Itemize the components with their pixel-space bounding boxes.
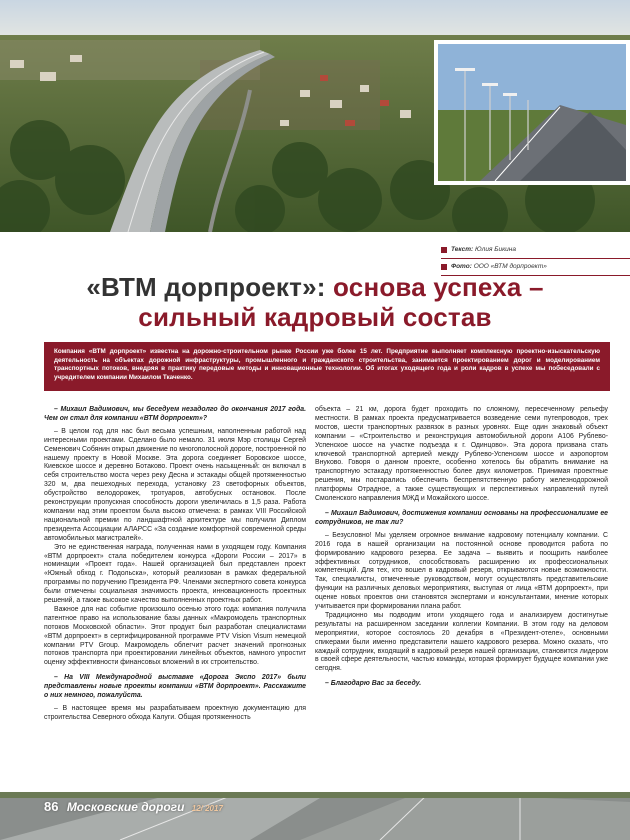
page-footer [44,799,223,814]
magazine-name: Московские дороги [66,800,185,814]
bullet-square-icon [441,264,447,270]
lead-paragraph: Компания «ВТМ дорпроект» известна на дорожно-строительном рынке России уже более 15 лет. Предприятие выполняет комплексную проектно-изыскательскую деятельность на объектах дорожной инфраструктуры, промышленного и гражданского строительства, занимается проектированием дорог и моделированием транспортных потоков, внедряя в практику передовые методы и инновационные технологии. Об итогах уходящего года и роли кадров в успехе мы побеседовали с учредителем компании Михаилом Ткаченко. [44,342,610,391]
issue-number: 12/ 2017 [191,804,223,813]
question: – На VIII Международной выставке «Дорога Экспо 2017» были представлены новые проекты компании «ВТМ дорпроект». Расскажите о них немного, пожалуйста. [44,674,306,700]
bullet-square-icon [441,247,447,253]
photo-credit: Фото: ООО «ВТМ дорпроект» [441,259,630,276]
text-credit: Текст: Юлия Бикина [441,242,630,259]
title-part3: сильный кадровый состав [138,302,492,332]
closing-remark: – Благодарю Вас за беседу. [325,680,422,688]
inset-photo [438,44,626,181]
paragraph: объекта – 21 км, дорога будет проходить по сложному, пересеченному рельефу местности. В рамках проекта предусматривается возведение семи путепроводов, трех мостов, шести транспортных развязок в разных уровнях. Еще один знаковый объект компании – «Строительство и реконструкция автомобильной дороги А106 Рублево-Успенское шоссе на участке подъезда к г. Одинцово». Эта дорога призвана стать ключевой транспортной артерией между Рублево-Успенским шоссе и аэропортом Внуково. Говоря о данном проекте, особенно хотелось бы обратить внимание на транспортную эстакаду протяженностью более двух километров. Принимая проектные решения, мы постарались обеспечить беспрепятственную работу железнодорожной платформы Отрадное, а также существующих и перспективных направлений путей Смоленского направления МЖД и Можайского шоссе. [315,406,608,503]
highway-aerial-illustration [0,0,630,232]
paragraph: Традиционно мы подводим итоги уходящего года и анализируем достигнутые результаты на расширенном заседании коллегии Компании. В этом году на деловом мероприятии, которое состоялось 20 декабря в «Президент-отеле», основными спикерами были именно представители нашего кадрового резерва. Можно сказать, что каждый сотрудник, входящий в кадровый резерв нашей организации, становится лидером в своей сфере деятельности, частью команды, которая формирует будущее компании уже сегодня. [315,611,608,673]
question: – Михаил Вадимович, достижения компании основаны на профессионализме ее сотрудников, не так ли? [315,509,608,526]
paragraph: – В настоящее время мы разрабатываем проектную документацию для строительства Северного обхода Калуги. Общая протяженность [44,705,306,721]
page-number: 86 [44,799,59,814]
paragraph: – Безусловно! Мы уделяем огромное внимание кадровому потенциалу компании. С 2016 года в нашей организации на постоянной основе проводится работа по формированию кадрового резерва. Ее задача – выявить и поощрить наиболее эффективных сотрудников, способствовать расширению их профессиональных компетенций. Для тех, кто вошел в кадровый резерв, открываются новые возможности. Так, специалисты, отмеченные руководством, могут осуществлять представительские функции на различных деловых мероприятиях, выступая от лица «ВТМ дорпроект», при оценке новых проектов они становятся экспертами и консультантами, мнение которых учитывается при формировании плана работ. [315,531,608,611]
left-column [44,406,306,723]
title-part1: «ВТМ дорпроект»: [86,272,326,302]
credits-block [441,242,630,276]
paragraph: Важное для нас событие произошло осенью этого года: компания получила патентное право на использование базы данных «Макромодель транспортных потоков Московской области». Этот продукт был разработан специалистами «ВТМ дорпроект» в сертифицированной программе PTV Vision Visum немецкой компании PTV Group. Макромодель облегчит расчет значений прогнозных потоков транспорта при проектировании линейных объектов, намного упростит оценку эффективности финансовых вложений в их строительство. [44,605,306,667]
paragraph: Это не единственная награда, полученная нами в уходящем году. Компания «ВТМ дорпроект» стала победителем конкурса «Дороги России – 2017» в номинации «Проект года». Нашей организацией был представлен проект «Южный обход г. Подольска», который реализован в рамках федеральной программы по поручению Президента РФ. Членами экспертного совета конкурса были отмечены социальная значимость проекта, инновационность проектных решений, а также высокое качество выполненных проектных работ. [44,543,306,605]
article-title [20,272,610,332]
paragraph: – В целом год для нас был весьма успешным, наполненным работой над интересными проектами. Сделано было немало. 31 июля Мэр столицы Сергей Семенович Собянин открыл движение по многополосной дороге, построенной по нашему проекту в Новой Москве. Эта дорога соединяет Боровское шоссе, Киевское шоссе и деревню Ботаково. Проект очень насыщенный: он включал в себя строительство моста через реку Десна и эстакады общей протяженностью 320 м, два пешеходных перехода, установку 23 светофорных объектов, обустройство велодорожек, тротуаров, автобусных остановок. После реконструкции пропускная способность дороги увеличилась в 1,5 раза. Работа компании над этим проектом была высоко отмечена: в рамках VIII Российской национальной премии по ландшафтной архитектуре мы получили Диплом президента Ассоциации АЛАРСС «За создание комфортной современной среды автомобильных магистралей». [44,427,306,542]
title-part2: основа успеха – [333,272,544,302]
question: – Михаил Вадимович, мы беседуем незадолго до окончания 2017 года. Чем он стал для компании «ВТМ дорпроект»? [44,406,306,422]
header-photo [0,0,630,232]
right-column [315,406,608,693]
